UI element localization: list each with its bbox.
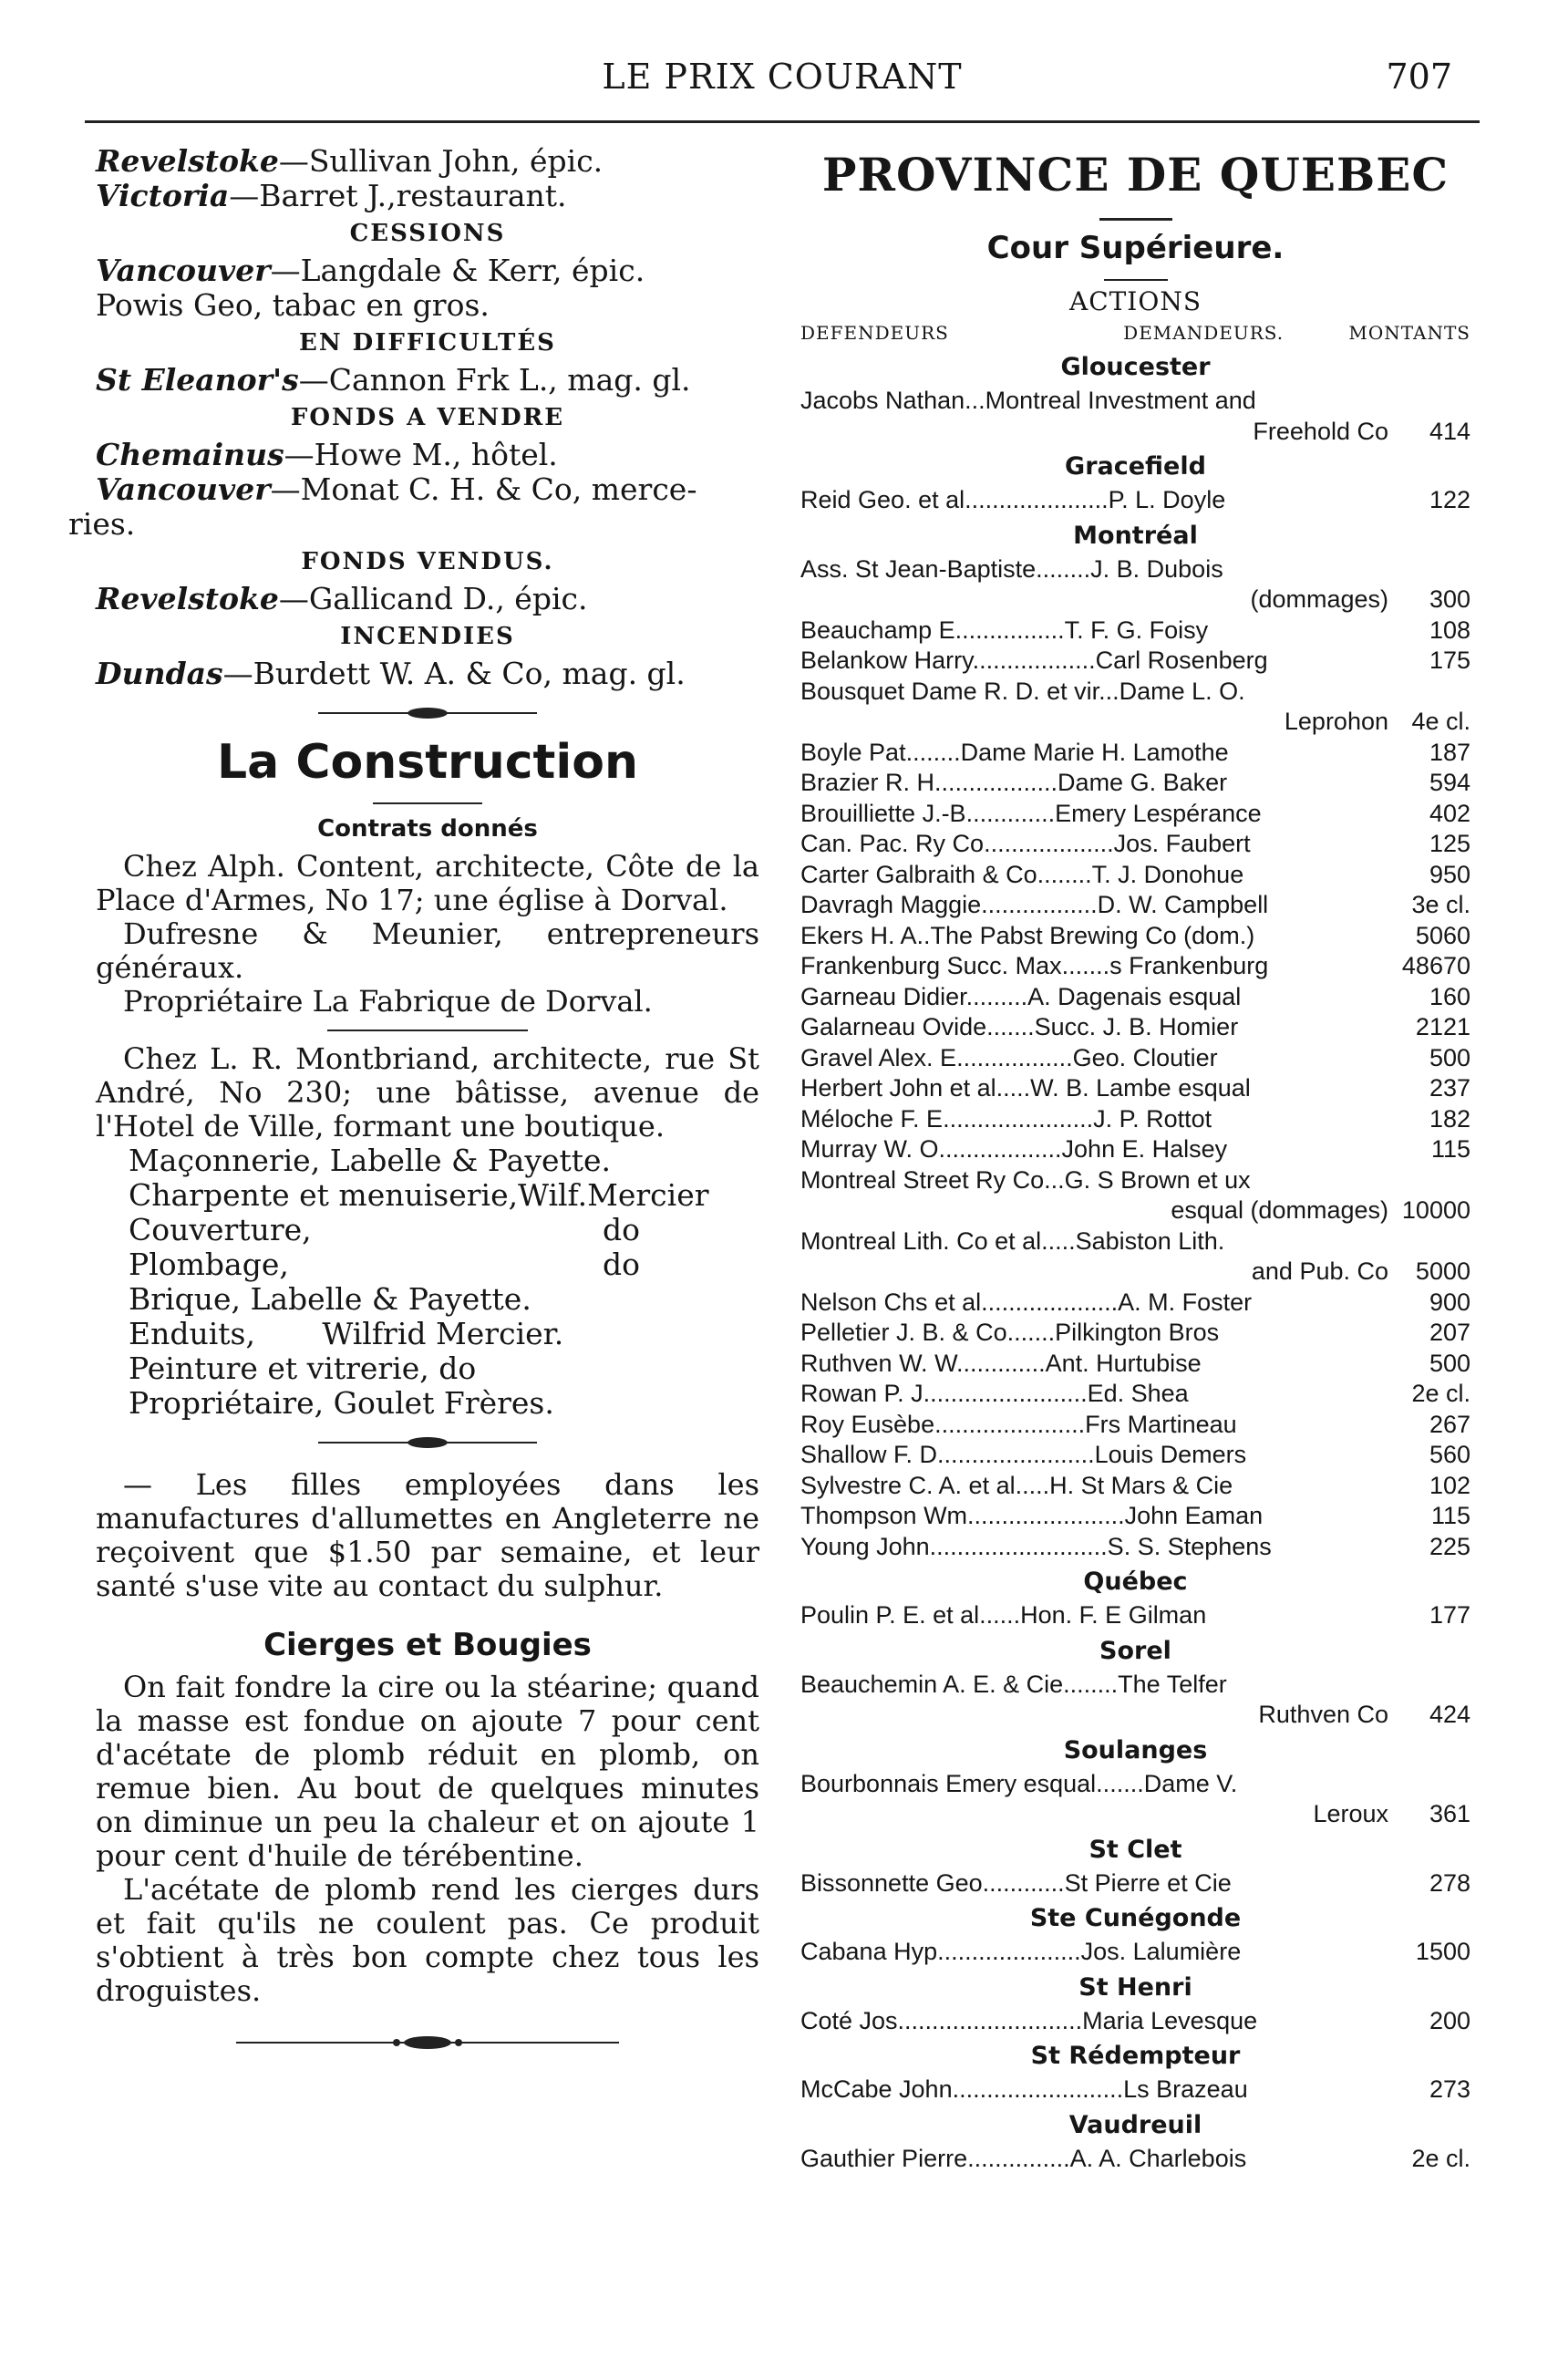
- action-amount: 2e cl.: [1411, 2144, 1470, 2172]
- action-parties: Murray W. O..................John E. Halsey: [800, 1135, 1228, 1163]
- action-amount: 225: [1429, 1532, 1470, 1560]
- cierges-title: Cierges et Bougies: [263, 1627, 592, 1663]
- action-amount: 500: [1429, 1349, 1470, 1377]
- action-parties: Leprohon: [1284, 708, 1388, 735]
- running-header: [85, 57, 1480, 111]
- trades-list: [96, 1143, 759, 1421]
- action-row: [800, 1379, 1470, 1410]
- action-parties: Roy Eusèbe......................Frs Martineau: [800, 1410, 1237, 1438]
- action-amount: 500: [1429, 1043, 1470, 1071]
- action-amount: 950: [1429, 860, 1470, 888]
- action-parties: Freehold Co: [1253, 417, 1388, 445]
- location-heading: Montréal: [1073, 521, 1198, 550]
- entry: Revelstoke—Gallicand D., épic.: [96, 581, 588, 616]
- section-heading-incendies: INCENDIES: [340, 623, 515, 650]
- action-row: [800, 738, 1470, 769]
- actions-list: [800, 351, 1470, 2174]
- action-row: [800, 1410, 1470, 1441]
- action-row: [800, 1769, 1470, 1800]
- action-amount: 187: [1429, 738, 1470, 766]
- action-amount: [1398, 1165, 1470, 1196]
- action-row: [800, 1868, 1470, 1899]
- action-parties: Gauthier Pierre...............A. A. Charlebois: [800, 2144, 1247, 2172]
- action-parties: Leroux: [1313, 1800, 1388, 1827]
- action-parties: Sylvestre C. A. et al.....H. St Mars & Cie: [800, 1471, 1233, 1499]
- paragraph: Dufresne & Meunier, entrepreneurs généraux.: [96, 916, 759, 985]
- action-parties: Bourbonnais Emery esqual.......Dame V.: [800, 1769, 1238, 1797]
- section-heading-fonds-a-vendre: FONDS A VENDRE: [290, 404, 565, 431]
- action-row: [800, 2144, 1470, 2175]
- action-amount: 4e cl.: [1411, 708, 1470, 735]
- action-parties: Gravel Alex. E.................Geo. Cloutier: [800, 1043, 1218, 1071]
- location-heading: Ste Cunégonde: [1029, 1904, 1242, 1932]
- action-row: [800, 1104, 1470, 1135]
- location-heading: St Rédempteur: [1030, 2042, 1241, 2070]
- action-amount: 182: [1429, 1104, 1470, 1133]
- action-parties: Rowan P. J........................Ed. Shea: [800, 1380, 1189, 1407]
- action-parties: esqual (dommages): [1171, 1196, 1388, 1224]
- action-row: [800, 1501, 1470, 1532]
- action-parties: Carter Galbraith & Co........T. J. Donohue: [800, 860, 1244, 888]
- action-row: [800, 554, 1470, 585]
- action-row: [800, 1043, 1470, 1074]
- entry: Dundas—Burdett W. A. & Co, mag. gl.: [96, 656, 686, 691]
- action-parties: Garneau Didier.........A. Dagenais esqual: [800, 982, 1242, 1010]
- short-rule: [1104, 279, 1168, 281]
- paragraph: On fait fondre la cire ou la stéarine; quand la masse est fondue on ajoute 7 pour cent d'acétate de plomb réduit en plomb, on remue bien. Au bout de quelques minutes on diminue un peu la chaleur et on ajoute 1 pour cent d'huile de térébentine.: [96, 1670, 759, 1873]
- short-rule: [373, 802, 482, 804]
- action-amount: 2e cl.: [1411, 1380, 1470, 1407]
- action-parties: Shallow F. D.......................Louis Demers: [800, 1441, 1247, 1468]
- action-amount: [1398, 677, 1470, 708]
- contrats-heading: Contrats donnés: [317, 815, 538, 843]
- action-row: [800, 646, 1470, 677]
- action-row: [800, 860, 1470, 891]
- short-rule: [1099, 218, 1172, 221]
- action-amount: 122: [1429, 486, 1470, 513]
- location-heading: Québec: [1083, 1568, 1188, 1596]
- entry: St Eleanor's—Cannon Frk L., mag. gl.: [96, 362, 691, 398]
- paragraph-filles: — Les filles employées dans les manufactures d'allumettes en Angleterre ne reçoivent que $1.50 par semaine, et leur santé s'use vite au contact du sulphur.: [96, 1467, 759, 1603]
- paragraph: Chez L. R. Montbriand, architecte, rue St André, No 230; une bâtisse, avenue de l'Hotel de Ville, formant une boutique.: [96, 1041, 759, 1143]
- action-parties: Beauchamp E................T. F. G. Foisy: [800, 616, 1209, 644]
- action-row: [800, 1670, 1470, 1701]
- action-row: [800, 1600, 1470, 1631]
- trade-line: Peinture et vitrerie, do: [129, 1350, 477, 1386]
- action-amount: 361: [1429, 1800, 1470, 1827]
- action-row: [800, 386, 1470, 417]
- ornament-end: [236, 2032, 619, 2054]
- action-parties: Méloche F. E......................J. P. Rottot: [800, 1104, 1212, 1133]
- action-row: [800, 1318, 1470, 1349]
- action-parties: Poulin P. E. et al......Hon. F. E Gilman: [800, 1601, 1207, 1629]
- action-parties: Can. Pac. Ry Co...................Jos. Faubert: [800, 830, 1251, 857]
- action-amount: 560: [1429, 1441, 1470, 1468]
- location-heading: Gloucester: [1060, 353, 1211, 381]
- location-heading: Gracefield: [1065, 452, 1206, 481]
- section-heading-cessions: CESSIONS: [349, 220, 506, 247]
- action-row: [800, 1288, 1470, 1319]
- action-amount: 267: [1429, 1410, 1470, 1438]
- action-parties: Belankow Harry..................Carl Rosenberg: [800, 647, 1268, 674]
- action-parties: Brouilliette J.-B.............Emery Lespérance: [800, 799, 1262, 827]
- action-amount: 177: [1429, 1601, 1470, 1629]
- action-row: [800, 585, 1470, 616]
- location-heading: Vaudreuil: [1068, 2110, 1202, 2139]
- location-heading: St Henri: [1078, 1972, 1192, 2002]
- action-amount: 175: [1429, 647, 1470, 674]
- action-amount: 160: [1429, 982, 1470, 1010]
- action-amount: 5000: [1415, 1257, 1470, 1285]
- action-amount: 414: [1429, 417, 1470, 445]
- action-parties: Thompson Wm.......................John Eaman: [800, 1502, 1264, 1529]
- action-amount: 402: [1429, 799, 1470, 827]
- col-montants: MONTANTS: [1348, 322, 1470, 344]
- action-amount: 594: [1429, 769, 1470, 796]
- action-row: [800, 1440, 1470, 1471]
- action-amount: 424: [1429, 1701, 1470, 1728]
- entry: Revelstoke—Sullivan John, épic.: [96, 143, 604, 179]
- action-row: [800, 1195, 1470, 1226]
- entry: Vancouver—Langdale & Kerr, épic.: [96, 253, 645, 288]
- actions-heading: ACTIONS: [1068, 286, 1202, 316]
- action-parties: Ekers H. A..The Pabst Brewing Co (dom.): [800, 921, 1255, 949]
- trade-line: Charpente et menuiserie,Wilf.Mercier: [129, 1177, 709, 1213]
- action-parties: Bissonnette Geo............St Pierre et Cie: [800, 1868, 1232, 1897]
- entries-top: [96, 144, 759, 213]
- action-row: [800, 1799, 1470, 1830]
- entry: Victoria—Barret J.,restaurant.: [96, 178, 567, 213]
- action-amount: 3e cl.: [1411, 891, 1470, 918]
- action-row: [800, 2006, 1470, 2037]
- action-parties: Galarneau Ovide.......Succ. J. B. Homier: [800, 1013, 1239, 1040]
- action-parties: Herbert John et al.....W. B. Lambe esqual: [800, 1074, 1251, 1102]
- action-parties: Ruthven W. W.............Ant. Hurtubise: [800, 1349, 1202, 1377]
- action-row: [800, 1349, 1470, 1380]
- action-amount: 102: [1429, 1471, 1470, 1499]
- action-amount: 125: [1429, 830, 1470, 857]
- action-parties: Boyle Pat........Dame Marie H. Lamothe: [800, 738, 1229, 766]
- action-amount: [1398, 1670, 1470, 1701]
- action-amount: 207: [1429, 1319, 1470, 1346]
- entry: Chemainus—Howe M., hôtel.: [96, 437, 558, 472]
- action-row: [800, 1226, 1470, 1257]
- left-column: [68, 143, 759, 2066]
- page-number: 707: [1386, 57, 1452, 97]
- action-row: [800, 616, 1470, 647]
- action-parties: Pelletier J. B. & Co.......Pilkington Bros: [800, 1319, 1220, 1346]
- action-row: [800, 1257, 1470, 1288]
- action-row: [800, 2075, 1470, 2106]
- court-heading: Cour Supérieure.: [986, 230, 1285, 266]
- journal-title: LE PRIX COURANT: [602, 57, 963, 97]
- action-amount: 115: [1430, 1502, 1470, 1529]
- action-parties: Montreal Lith. Co et al.....Sabiston Lith.: [800, 1226, 1225, 1255]
- action-amount: 200: [1429, 2006, 1470, 2034]
- ornament-divider: [318, 1433, 537, 1452]
- action-amount: 115: [1430, 1135, 1470, 1163]
- action-row: [800, 485, 1470, 516]
- location-heading: Sorel: [1099, 1636, 1171, 1665]
- action-row: [800, 1073, 1470, 1104]
- action-row: [800, 921, 1470, 952]
- col-defendeurs: DEFENDEURS: [800, 322, 949, 344]
- action-amount: 10000: [1401, 1196, 1470, 1224]
- trade-line: Maçonnerie, Labelle & Payette.: [129, 1143, 612, 1178]
- action-row: [800, 982, 1470, 1013]
- location-heading: St Clet: [1089, 1835, 1182, 1864]
- action-row: [800, 768, 1470, 799]
- action-row: [800, 1937, 1470, 1968]
- paragraph: Chez Alph. Content, architecte, Côte de la Place d'Armes, No 17; une église à Dorval.: [96, 849, 759, 917]
- action-parties: McCabe John.........................Ls Brazeau: [800, 2075, 1248, 2103]
- action-amount: [1398, 1226, 1470, 1257]
- action-row: [800, 707, 1470, 738]
- action-amount: [1398, 1769, 1470, 1800]
- short-rule: [327, 1030, 528, 1031]
- action-parties: Jacobs Nathan...Montreal Investment and: [800, 387, 1256, 414]
- action-amount: 300: [1429, 585, 1470, 613]
- action-parties: Brazier R. H..................Dame G. Baker: [800, 769, 1228, 796]
- action-parties: Coté Jos...........................Maria Levesque: [800, 2006, 1258, 2034]
- action-amount: 108: [1429, 616, 1470, 644]
- trade-line: Brique, Labelle & Payette.: [129, 1281, 531, 1317]
- paragraph: Propriétaire La Fabrique de Dorval.: [123, 984, 653, 1019]
- action-parties: Reid Geo. et al.....................P. L. Doyle: [800, 486, 1226, 513]
- action-row: [800, 1134, 1470, 1165]
- action-amount: 237: [1429, 1074, 1470, 1102]
- trade-line: Propriétaire, Goulet Frères.: [129, 1385, 554, 1421]
- action-amount: 5060: [1415, 921, 1470, 949]
- entry: Vancouver—Monat C. H. & Co, merce-: [96, 471, 697, 507]
- action-amount: 48670: [1401, 952, 1470, 979]
- action-row: [800, 417, 1470, 448]
- action-row: [800, 677, 1470, 708]
- action-parties: Cabana Hyp.....................Jos. Lalumière: [800, 1938, 1242, 1965]
- col-demandeurs: DEMANDEURS.: [1123, 322, 1285, 344]
- trade-line: Couverture, do: [129, 1212, 640, 1247]
- section-heading-difficultes: EN DIFFICULTÉS: [299, 329, 556, 357]
- action-amount: 2121: [1415, 1013, 1470, 1040]
- trade-line: Plombage, do: [129, 1247, 640, 1282]
- entry: Powis Geo, tabac en gros.: [96, 287, 490, 323]
- section-heading-fonds-vendus: FONDS VENDUS.: [301, 548, 554, 575]
- action-parties: (dommages): [1250, 585, 1388, 613]
- action-row: [800, 1012, 1470, 1043]
- action-row: [800, 799, 1470, 830]
- action-parties: Bousquet Dame R. D. et vir...Dame L. O.: [800, 677, 1245, 705]
- action-parties: Montreal Street Ry Co...G. S Brown et ux: [800, 1165, 1251, 1194]
- action-parties: Frankenburg Succ. Max.......s Frankenburg: [800, 952, 1269, 979]
- action-row: [800, 951, 1470, 982]
- action-parties: Beauchemin A. E. & Cie........The Telfer: [800, 1670, 1227, 1698]
- action-parties: Ruthven Co: [1258, 1701, 1388, 1728]
- action-parties: and Pub. Co: [1251, 1257, 1388, 1285]
- action-parties: Davragh Maggie.................D. W. Campbell: [800, 891, 1269, 918]
- entry: ries.: [68, 506, 136, 542]
- action-amount: [1398, 554, 1470, 585]
- paragraph: L'acétate de plomb rend les cierges durs et fait qu'ils ne coulent pas. Ce produit s'obtient à très bon compte chez tous les droguistes.: [96, 1872, 759, 2008]
- action-row: [800, 1165, 1470, 1196]
- column-headers: [800, 322, 1470, 344]
- action-amount: 1500: [1415, 1938, 1470, 1965]
- action-amount: 273: [1429, 2075, 1470, 2103]
- action-row: [800, 829, 1470, 860]
- province-title: PROVINCE DE QUEBEC: [821, 148, 1450, 202]
- right-column: [800, 144, 1470, 2174]
- action-row: [800, 1532, 1470, 1563]
- action-amount: 278: [1429, 1868, 1470, 1897]
- action-row: [800, 1700, 1470, 1731]
- location-heading: Soulanges: [1063, 1735, 1208, 1764]
- ornament-divider: [318, 704, 537, 722]
- action-parties: Ass. St Jean-Baptiste........J. B. Dubois: [800, 554, 1223, 583]
- construction-title: La Construction: [217, 735, 638, 790]
- trade-line: Enduits, Wilfrid Mercier.: [129, 1316, 564, 1351]
- action-row: [800, 1471, 1470, 1502]
- action-parties: Nelson Chs et al....................A. M. Foster: [800, 1288, 1253, 1316]
- action-row: [800, 890, 1470, 921]
- header-rule: [85, 120, 1480, 123]
- action-amount: [1398, 386, 1470, 417]
- action-parties: Young John..........................S. S. Stephens: [800, 1532, 1272, 1560]
- action-amount: 900: [1429, 1288, 1470, 1316]
